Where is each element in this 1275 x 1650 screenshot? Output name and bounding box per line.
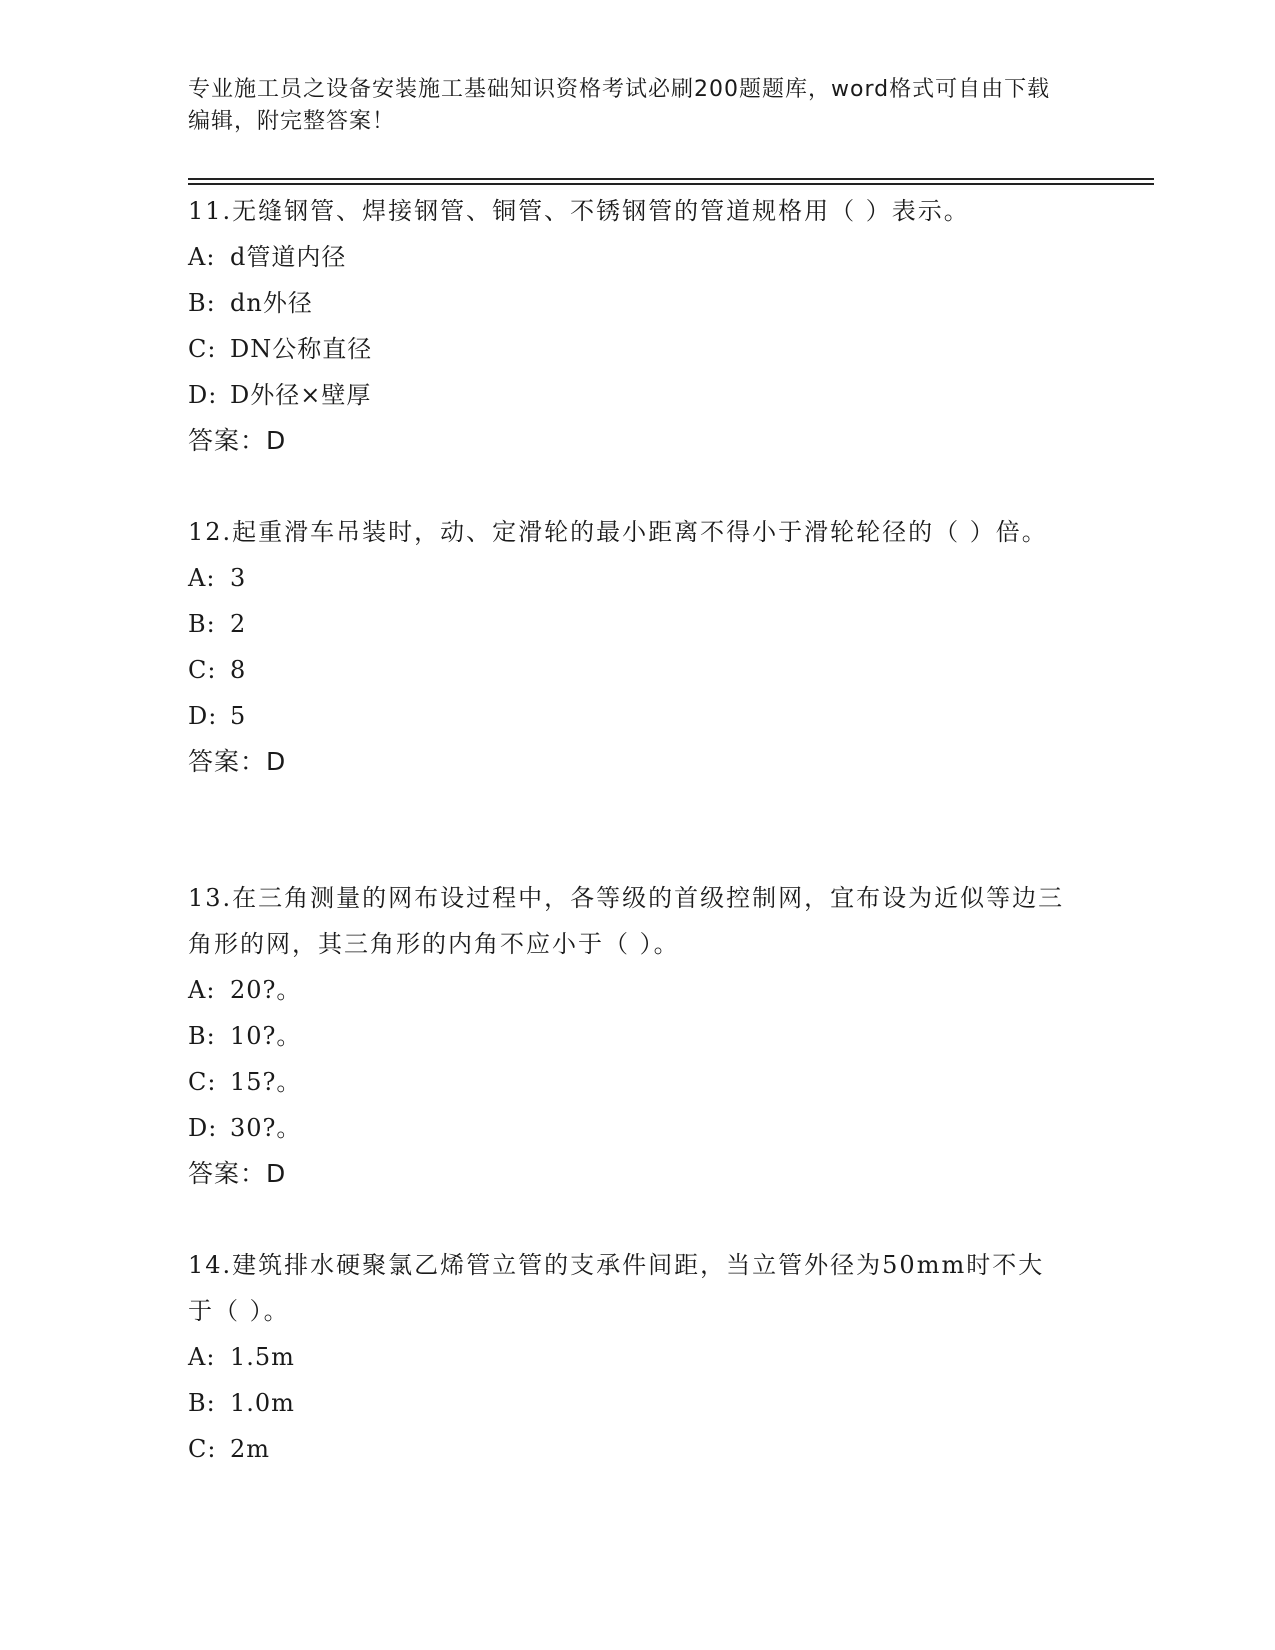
option-label: D: bbox=[188, 1114, 218, 1142]
question-11 bbox=[188, 188, 1068, 464]
option-c bbox=[188, 326, 1068, 372]
option-label: A: bbox=[188, 1343, 216, 1371]
option-c bbox=[188, 1426, 1068, 1472]
option-label: B: bbox=[188, 1022, 216, 1050]
option-d bbox=[188, 372, 1068, 418]
option-c bbox=[188, 1059, 1068, 1105]
document-header: 专业施工员之设备安装施工基础知识资格考试必刷200题题库，word格式可自由下载编辑，附完整答案！ bbox=[188, 77, 1051, 134]
option-label: C: bbox=[188, 1435, 217, 1463]
option-text: 1.5m bbox=[230, 1343, 295, 1371]
option-b bbox=[188, 601, 1068, 647]
option-label: A: bbox=[188, 976, 216, 1004]
option-text: 1.0m bbox=[230, 1389, 295, 1417]
option-b bbox=[188, 280, 1068, 326]
option-text: 2m bbox=[230, 1435, 271, 1463]
option-text: D外径×壁厚 bbox=[230, 381, 372, 409]
option-label: D: bbox=[188, 381, 218, 409]
option-text: 10?。 bbox=[230, 1022, 302, 1050]
option-text: 8 bbox=[230, 656, 247, 684]
option-c bbox=[188, 647, 1068, 693]
option-text: 15?。 bbox=[230, 1068, 302, 1096]
option-text: 30?。 bbox=[230, 1114, 302, 1142]
option-label: A: bbox=[188, 243, 216, 271]
option-text: 2 bbox=[230, 610, 247, 638]
option-text: d管道内径 bbox=[230, 243, 347, 271]
option-label: A: bbox=[188, 564, 216, 592]
option-d bbox=[188, 1105, 1068, 1151]
option-b bbox=[188, 1380, 1068, 1426]
option-label: D: bbox=[188, 702, 218, 730]
option-text: 20?。 bbox=[230, 976, 302, 1004]
answer-line: 答案：D bbox=[188, 1159, 287, 1188]
question-stem: 11.无缝钢管、焊接钢管、铜管、不锈钢管的管道规格用（ ）表示。 bbox=[188, 197, 970, 225]
question-13 bbox=[188, 875, 1068, 1197]
answer-line: 答案：D bbox=[188, 747, 287, 776]
answer-line: 答案：D bbox=[188, 426, 287, 455]
option-label: B: bbox=[188, 289, 216, 317]
option-label: C: bbox=[188, 335, 217, 363]
option-text: DN公称直径 bbox=[230, 335, 373, 363]
option-label: C: bbox=[188, 1068, 217, 1096]
option-a bbox=[188, 1334, 1068, 1380]
option-label: B: bbox=[188, 610, 216, 638]
option-label: B: bbox=[188, 1389, 216, 1417]
option-a bbox=[188, 234, 1068, 280]
question-12 bbox=[188, 509, 1068, 785]
option-label: C: bbox=[188, 656, 217, 684]
question-stem: 13.在三角测量的网布设过程中，各等级的首级控制网，宜布设为近似等边三角形的网，其三角形的内角不应小于（ ）。 bbox=[188, 884, 1065, 958]
question-14 bbox=[188, 1242, 1068, 1472]
option-text: 3 bbox=[230, 564, 247, 592]
option-d bbox=[188, 693, 1068, 739]
option-a bbox=[188, 555, 1068, 601]
option-text: dn外径 bbox=[230, 289, 313, 317]
question-stem: 12.起重滑车吊装时，动、定滑轮的最小距离不得小于滑轮轮径的（ ）倍。 bbox=[188, 518, 1048, 546]
option-text: 5 bbox=[230, 702, 247, 730]
header-divider-top bbox=[188, 178, 1154, 180]
option-b bbox=[188, 1013, 1068, 1059]
option-a bbox=[188, 967, 1068, 1013]
question-stem: 14.建筑排水硬聚氯乙烯管立管的支承件间距，当立管外径为50mm时不大于（ ）。 bbox=[188, 1251, 1045, 1325]
header-divider-bottom bbox=[188, 183, 1154, 185]
